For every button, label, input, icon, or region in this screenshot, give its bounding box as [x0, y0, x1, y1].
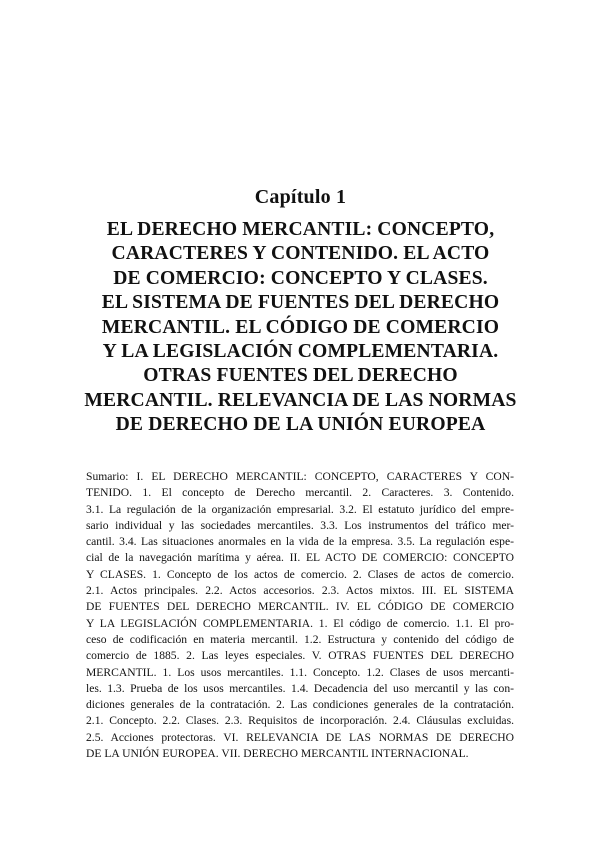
summary-line: MERCANTIL. 1. Los usos mercantiles. 1.1. Concepto. 1.2. Clases de usos mercanti- — [86, 665, 514, 679]
chapter-title-line: OTRAS FUENTES DEL DERECHO — [143, 365, 458, 387]
summary-line: 2.1. Concepto. 2.2. Clases. 2.3. Requisitos de incorporación. 2.4. Cláusulas excluidas. — [86, 714, 514, 728]
summary-line: cial de la navegación marítima y aérea. II. EL ACTO DE COMERCIO: CONCEPTO — [86, 551, 514, 565]
summary-line: les. 1.3. Prueba de los usos mercantiles. 1.4. Decadencia del uso mercantil y las con- — [86, 681, 514, 695]
chapter-title-line: EL DERECHO MERCANTIL: CONCEPTO, — [106, 219, 495, 240]
summary-line: Sumario: I. EL DERECHO MERCANTIL: CONCEPTO, CARACTERES Y CON- — [86, 470, 514, 483]
summary-line: Y LA LEGISLACIÓN COMPLEMENTARIA. 1. El código de comercio. 1.1. El pro- — [86, 616, 514, 630]
summary-line: 2.5. Acciones protectoras. VI. RELEVANCIA DE LAS NORMAS DE DERECHO — [86, 730, 514, 744]
summary-line: 2.1. Actos principales. 2.2. Actos accesorios. 2.3. Actos mixtos. III. EL SISTEMA — [86, 584, 514, 598]
summary-line: sario individual y las sociedades mercantiles. 3.3. Los instrumentos del tráfico mer- — [86, 518, 514, 532]
summary-line: cantil. 3.4. Las situaciones anormales en la vida de la empresa. 3.5. La regulación espe- — [86, 535, 514, 549]
chapter-title-line: MERCANTIL. RELEVANCIA DE LAS NORMAS — [84, 389, 517, 411]
chapter-title-line: CARACTERES Y CONTENIDO. EL ACTO — [111, 243, 490, 265]
chapter-title-line: EL SISTEMA DE FUENTES DEL DERECHO — [101, 292, 500, 314]
chapter-title-line: DE COMERCIO: CONCEPTO Y CLASES. — [113, 267, 488, 289]
summary-line: Y CLASES. 1. Concepto de los actos de comercio. 2. Clases de actos de comercio. — [86, 567, 514, 581]
chapter-title-line: MERCANTIL. EL CÓDIGO DE COMERCIO — [101, 316, 500, 338]
chapter-label: Capítulo 1 — [254, 186, 347, 208]
summary-line: ceso de codificación en materia mercantil. 1.2. Estructura y contenido del código de — [86, 632, 514, 646]
summary-line: diciones generales de la contratación. 2. Las condiciones generales de la contratación. — [86, 698, 514, 712]
chapter-title-line: DE DERECHO DE LA UNIÓN EUROPEA — [115, 414, 486, 436]
chapter-title-line: Y LA LEGISLACIÓN COMPLEMENTARIA. — [102, 341, 499, 363]
summary-line: comercio de 1885. 2. Las leyes especiales. V. OTRAS FUENTES DEL DERECHO — [86, 649, 514, 663]
summary-block — [86, 469, 514, 762]
summary-line: 3.1. La regulación de la organización empresarial. 3.2. El estatuto jurídico del empre- — [86, 502, 514, 516]
summary-line: DE FUENTES DEL DERECHO MERCANTIL. IV. EL CÓDIGO DE COMERCIO — [86, 600, 514, 614]
summary-line: TENIDO. 1. El concepto de Derecho mercantil. 2. Caracteres. 3. Contenido. — [86, 486, 514, 500]
summary-line: DE LA UNIÓN EUROPEA. VII. DERECHO MERCANTIL INTERNACIONAL. — [86, 747, 469, 761]
chapter-title — [40, 218, 561, 438]
